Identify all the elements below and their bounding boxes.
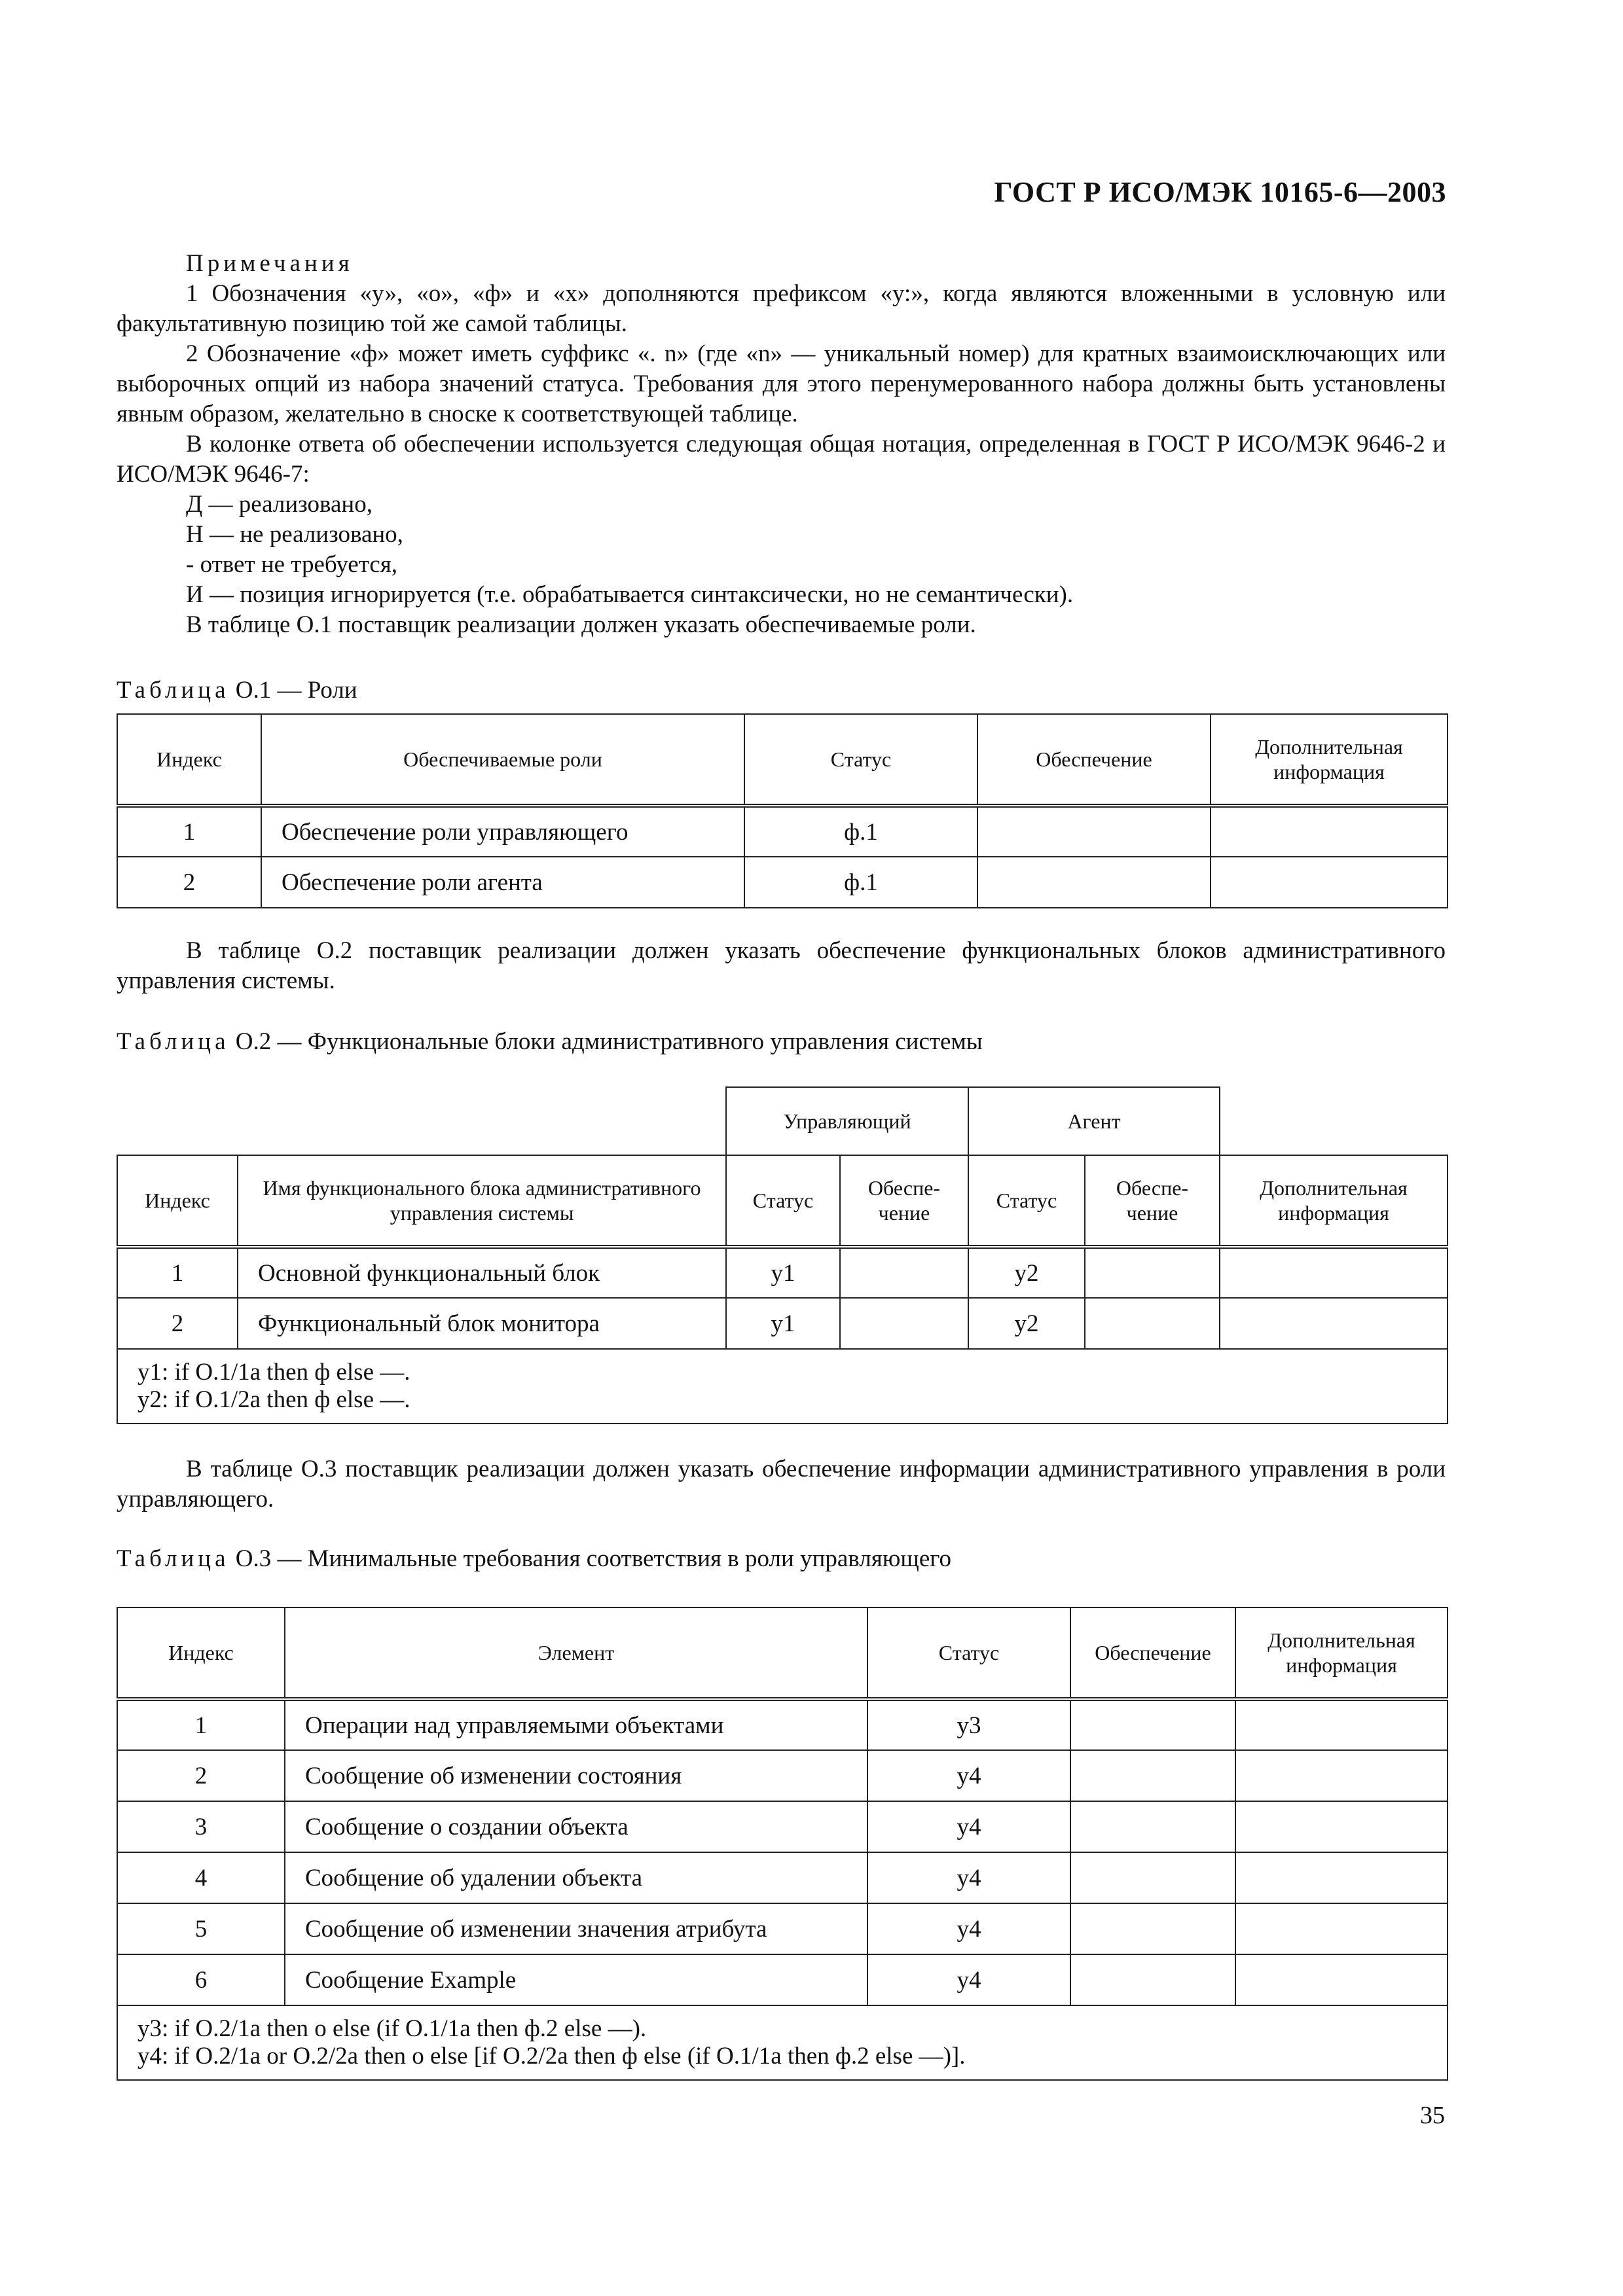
notation-item-n: Н — не реализовано, bbox=[186, 521, 403, 548]
table2-caption: Таблица О.2 — Функциональные блоки административного управления системы bbox=[117, 1028, 983, 1055]
col-header-index: Индекс bbox=[117, 714, 261, 806]
col-header-block-name: Имя функционального блока административного управления системы bbox=[238, 1155, 726, 1247]
paragraph-3: В таблице О.3 поставщик реализации должен указать обеспечение информации административного управления в роли управляющего. bbox=[117, 1456, 1446, 1513]
table-footnote: у3: if O.2/1a then o else (if O.1/1a then ф.2 else —). у4: if O.2/1a or O.2/2a then o else [if O.2/2a then ф else (if O.1/1a then ф.2 else —)]. bbox=[117, 2005, 1448, 2080]
table-row: 3 Сообщение о создании объекта у4 bbox=[117, 1801, 1448, 1852]
table1-caption: Таблица О.1 — Роли bbox=[117, 677, 357, 704]
info-cell[interactable] bbox=[1235, 1750, 1448, 1801]
col-header-support: Обеспе- чение bbox=[840, 1155, 968, 1247]
notation-item-d: Д — реализовано, bbox=[186, 491, 373, 518]
page-number: 35 bbox=[1420, 2102, 1445, 2129]
support-cell[interactable] bbox=[1070, 1750, 1235, 1801]
support-cell[interactable] bbox=[1070, 1699, 1235, 1750]
note-1: 1 Обозначения «у», «о», «ф» и «х» дополняются префиксом «у:», когда являются вложенными в условную или факультативную позицию той же самой таблицы. bbox=[117, 280, 1446, 337]
col-header-info: Дополнительная информация bbox=[1235, 1607, 1448, 1699]
notation-item-dash: - ответ не требуется, bbox=[186, 551, 398, 578]
table-header-row bbox=[117, 1155, 1448, 1247]
table-o1 bbox=[117, 713, 1448, 908]
info-cell[interactable] bbox=[1235, 1954, 1448, 2005]
intro-text bbox=[117, 249, 1446, 640]
col-header-status: Статус bbox=[726, 1155, 840, 1247]
support-cell[interactable] bbox=[1070, 1852, 1235, 1903]
note-2: 2 Обозначение «ф» может иметь суффикс «. n» (где «n» — уникальный номер) для кратных взаимоисключающих или выборочных опций из набора значений статуса. Требования для этого перенумерованного набора должны быть установлены явным образом, желательно в сноске к соответствующей таблице. bbox=[117, 340, 1446, 427]
info-cell[interactable] bbox=[1235, 1903, 1448, 1954]
table-row: 2 Функциональный блок монитора у1 у2 bbox=[117, 1298, 1448, 1349]
col-header-element: Элемент bbox=[285, 1607, 867, 1699]
info-cell[interactable] bbox=[1220, 1298, 1448, 1349]
table-row: 4 Сообщение об удалении объекта у4 bbox=[117, 1852, 1448, 1903]
table-row: 6 Сообщение Example у4 bbox=[117, 1954, 1448, 2005]
support-cell[interactable] bbox=[977, 806, 1211, 857]
support-cell[interactable] bbox=[840, 1247, 968, 1298]
table-row: 1 Основной функциональный блок у1 у2 bbox=[117, 1247, 1448, 1298]
table-o2 bbox=[117, 1086, 1448, 1424]
info-cell[interactable] bbox=[1220, 1247, 1448, 1298]
col-header-status: Статус bbox=[744, 714, 977, 806]
col-header-status: Статус bbox=[968, 1155, 1085, 1247]
col-header-info: Дополнительная информация bbox=[1211, 714, 1448, 806]
table-row: 1 Операции над управляемыми объектами у3 bbox=[117, 1699, 1448, 1750]
support-cell[interactable] bbox=[1070, 1801, 1235, 1852]
info-cell[interactable] bbox=[1235, 1852, 1448, 1903]
col-header-roles: Обеспечиваемые роли bbox=[261, 714, 744, 806]
col-header-info: Дополнительная информация bbox=[1220, 1155, 1448, 1247]
support-cell[interactable] bbox=[840, 1298, 968, 1349]
info-cell[interactable] bbox=[1235, 1801, 1448, 1852]
col-header-support: Обеспе- чение bbox=[1085, 1155, 1220, 1247]
col-header-status: Статус bbox=[867, 1607, 1070, 1699]
notation-paragraph: В колонке ответа об обеспечении используется следующая общая нотация, определенная в ГОСТ Р ИСО/МЭК 9646-2 и ИСО/МЭК 9646-7: bbox=[117, 431, 1446, 488]
col-header-index: Индекс bbox=[117, 1155, 238, 1247]
paragraph-2: В таблице О.2 поставщик реализации должен указать обеспечение функциональных блоков административного управления системы. bbox=[117, 937, 1446, 994]
table-row: 1 Обеспечение роли управляющего ф.1 bbox=[117, 806, 1448, 857]
gost-header: ГОСТ Р ИСО/МЭК 10165-6—2003 bbox=[994, 176, 1446, 208]
table-row: 5 Сообщение об изменении значения атрибута у4 bbox=[117, 1903, 1448, 1954]
col-header-index: Индекс bbox=[117, 1607, 285, 1699]
support-cell[interactable] bbox=[1085, 1247, 1220, 1298]
info-cell[interactable] bbox=[1211, 806, 1448, 857]
table3-caption: Таблица О.3 — Минимальные требования соответствия в роли управляющего bbox=[117, 1545, 952, 1572]
table-footnote-row bbox=[117, 1349, 1448, 1424]
group-header-agent: Агент bbox=[968, 1087, 1220, 1155]
info-cell[interactable] bbox=[1235, 1699, 1448, 1750]
table1-intro: В таблице О.1 поставщик реализации должен указать обеспечиваемые роли. bbox=[186, 611, 976, 638]
support-cell[interactable] bbox=[977, 857, 1211, 908]
col-header-support: Обеспечение bbox=[1070, 1607, 1235, 1699]
table-footnote: у1: if O.1/1a then ф else —. у2: if O.1/2a then ф else —. bbox=[117, 1349, 1448, 1424]
support-cell[interactable] bbox=[1070, 1954, 1235, 2005]
table-footnote-row bbox=[117, 2005, 1448, 2080]
group-header-manager: Управляющий bbox=[726, 1087, 968, 1155]
notes-title: Примечания bbox=[186, 250, 354, 277]
table-row: 2 Сообщение об изменении состояния у4 bbox=[117, 1750, 1448, 1801]
table-o3 bbox=[117, 1607, 1448, 2081]
col-header-support: Обеспечение bbox=[977, 714, 1211, 806]
table-group-header-row bbox=[117, 1087, 1448, 1155]
table-row: 2 Обеспечение роли агента ф.1 bbox=[117, 857, 1448, 908]
info-cell[interactable] bbox=[1211, 857, 1448, 908]
support-cell[interactable] bbox=[1085, 1298, 1220, 1349]
notation-item-i: И — позиция игнорируется (т.е. обрабатывается синтаксически, но не семантически). bbox=[186, 581, 1074, 608]
table-header-row bbox=[117, 714, 1448, 806]
table-header-row bbox=[117, 1607, 1448, 1699]
support-cell[interactable] bbox=[1070, 1903, 1235, 1954]
